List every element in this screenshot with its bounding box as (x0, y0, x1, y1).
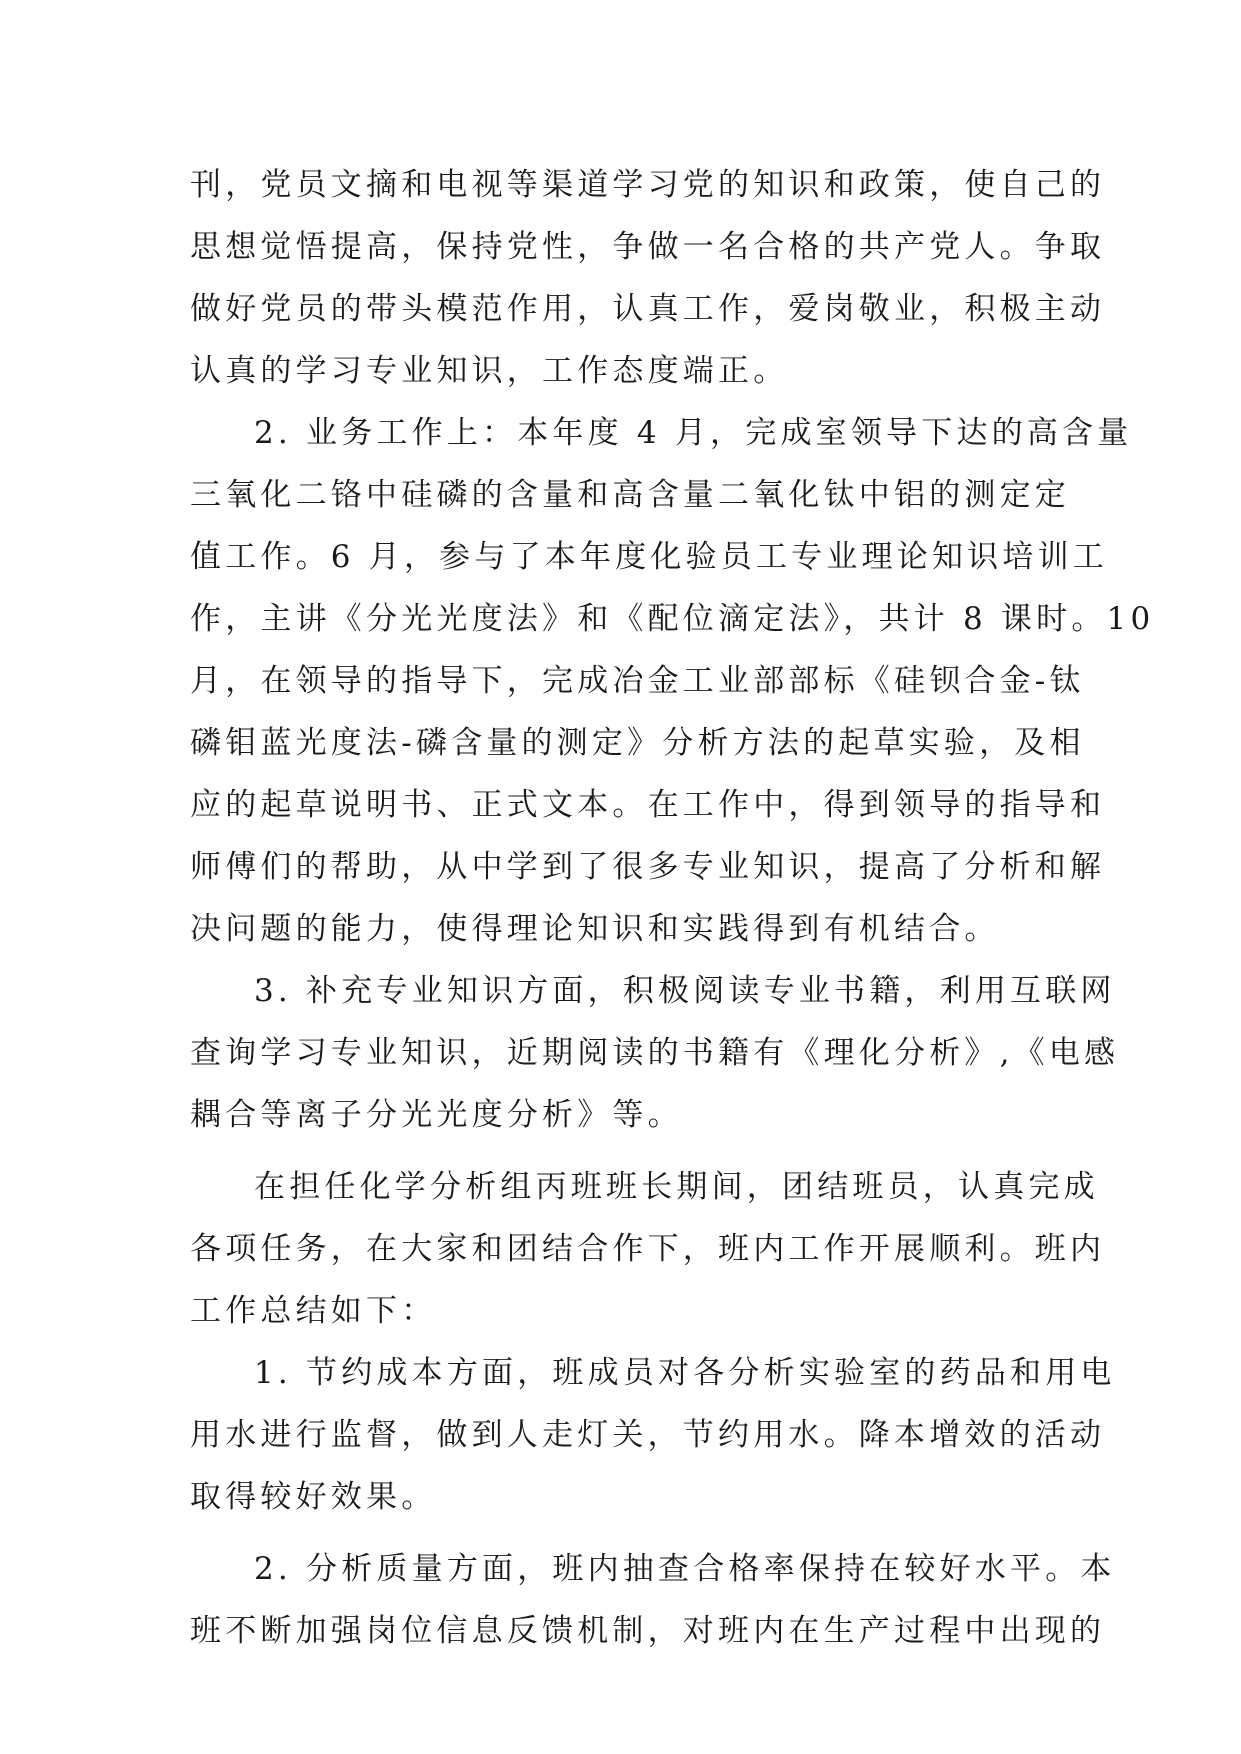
text-line: 耦合等离子分光光度分析》等。 (190, 1097, 683, 1133)
text-line: 师傅们的帮助，从中学到了很多专业知识，提高了分析和解 (190, 849, 1106, 885)
paragraph-start-line: 2. 业务工作上：本年度 4 月，完成室领导下达的高含量 (254, 415, 1133, 451)
paragraph-start-line: 3. 补充专业知识方面，积极阅读专业书籍，利用互联网 (254, 973, 1116, 1009)
text-line: 班不断加强岗位信息反馈机制，对班内在生产过程中出现的 (190, 1613, 1106, 1649)
text-line: 磷钼蓝光度法-磷含量的测定》分析方法的起草实验，及相 (190, 725, 1085, 761)
text-line: 三氧化二铬中硅磷的含量和高含量二氧化钛中铝的测定定 (190, 477, 1070, 513)
text-line: 工作总结如下： (190, 1293, 437, 1329)
text-line: 应的起草说明书、正式文本。在工作中，得到领导的指导和 (190, 787, 1106, 823)
text-line: 查询学习专业知识，近期阅读的书籍有《理化分析》,《电感 (190, 1035, 1120, 1071)
text-line: 决问题的能力，使得理论知识和实践得到有机结合。 (190, 911, 1000, 947)
paragraph-start-line: 在担任化学分析组丙班班长期间，团结班员，认真完成 (254, 1169, 1099, 1205)
paragraph-gap (190, 1146, 1050, 1156)
text-line: 值工作。6 月，参与了本年度化验员工专业理论知识培训工 (190, 539, 1108, 575)
text-line: 认真的学习专业知识，工作态度端正。 (190, 353, 789, 389)
text-line: 做好党员的带头模范作用，认真工作，爱岗敬业，积极主动 (190, 291, 1106, 327)
paragraph-start-line: 1. 节约成本方面，班成员对各分析实验室的药品和用电 (254, 1355, 1116, 1391)
text-line: 月，在领导的指导下，完成冶金工业部部标《硅钡合金-钛 (190, 663, 1085, 699)
paragraph-start-line: 2. 分析质量方面，班内抽查合格率保持在较好水平。本 (254, 1551, 1116, 1587)
text-line: 作，主讲《分光光度法》和《配位滴定法》，共计 8 课时。10 (190, 601, 1155, 637)
text-line: 各项任务，在大家和团结合作下，班内工作开展顺利。班内 (190, 1231, 1106, 1267)
paragraph-gap (190, 1528, 1050, 1538)
document-body (190, 154, 1155, 1662)
text-line: 用水进行监督，做到人走灯关，节约用水。降本增效的活动 (190, 1417, 1106, 1453)
text-line: 思想觉悟提高，保持党性，争做一名合格的共产党人。争取 (190, 229, 1106, 265)
text-line: 刊，党员文摘和电视等渠道学习党的知识和政策，使自己的 (190, 167, 1106, 203)
text-line: 取得较好效果。 (190, 1479, 437, 1515)
